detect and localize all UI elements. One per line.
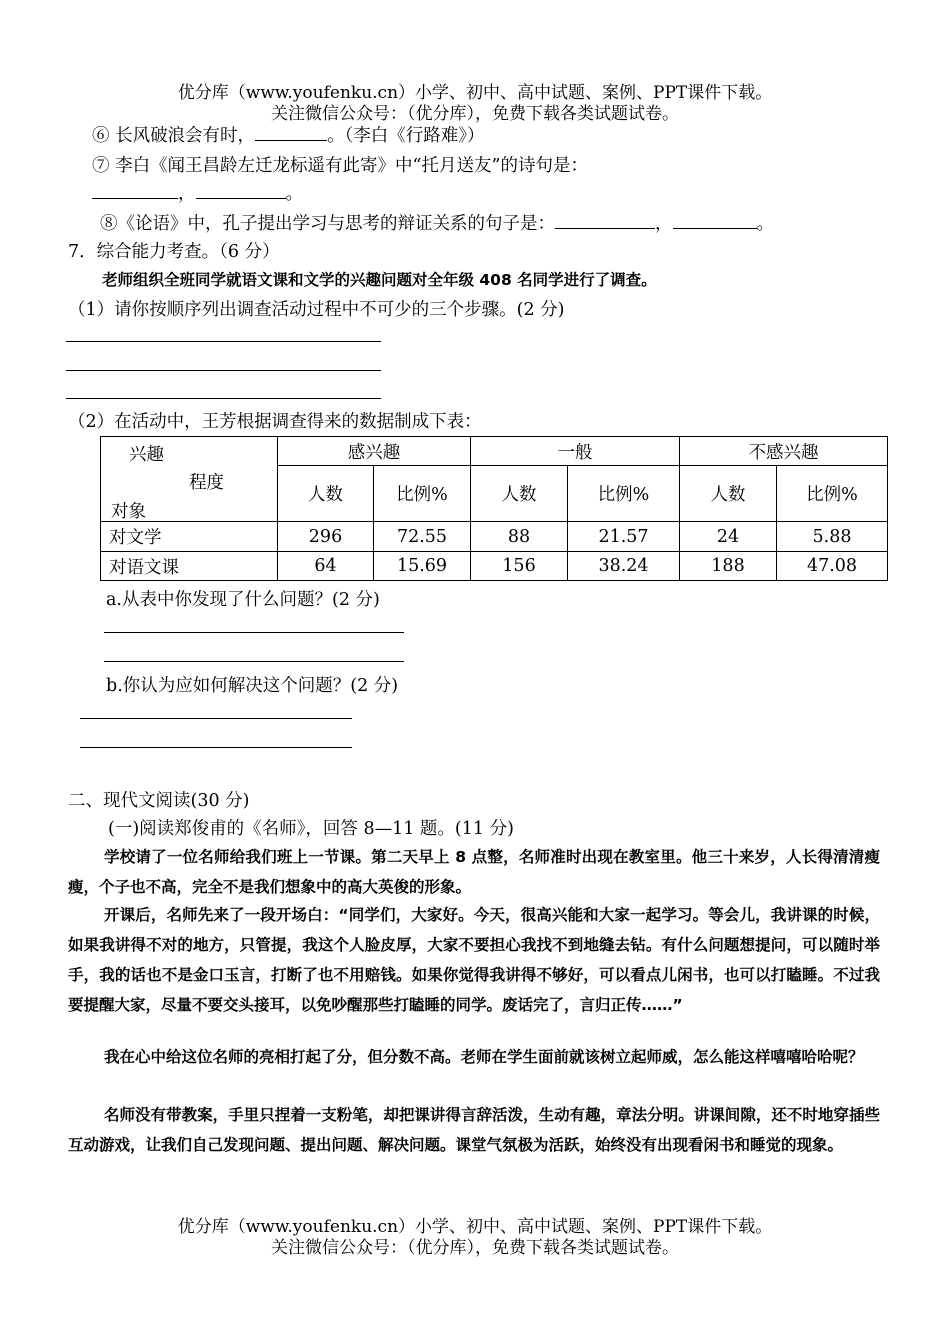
table-row: [101, 522, 888, 552]
table-cell: 5.88: [777, 522, 888, 552]
table-cell: 15.69: [374, 552, 471, 581]
table-cell: 47.08: [777, 552, 888, 581]
footer-line-1: 优分库（www.youfenku.cn）小学、初中、高中试题、案例、PPT课件下载。: [177, 1217, 773, 1237]
item-8: [100, 210, 774, 235]
answer-line[interactable]: [80, 718, 352, 719]
item-8-sep: ，: [655, 214, 673, 234]
corner-object: 对象: [111, 502, 146, 522]
answer-line[interactable]: [66, 341, 381, 342]
header-line-2: 关注微信公众号：（优分库），免费下载各类试题试卷。: [271, 104, 679, 124]
column-header: 人数: [680, 466, 777, 522]
column-header: 比例%: [777, 466, 888, 522]
passage-paragraph: 我在心中给这位名师的亮相打起了分，但分数不高。老师在学生面前就该树立起师威，怎么能这样嘻嘻哈哈呢？: [104, 1048, 864, 1066]
passage-paragraph: 名师没有带教案，手里只捏着一支粉笔，却把课讲得言辞活泼，生动有趣，章法分明。讲课间隙，还不时地穿插些互动游戏，让我们自己发现问题、提出问题、解决问题。课堂气氛极为活跃，始终没有出现看闲书和睡觉的现象。: [68, 1106, 880, 1154]
answer-line[interactable]: [66, 370, 381, 371]
table-cell: 156: [471, 552, 568, 581]
item-7-end: 。: [285, 184, 303, 204]
item-7-blank-2[interactable]: [196, 184, 286, 199]
table-corner-cell: [101, 437, 278, 522]
footer-line-2: 关注微信公众号：（优分库），免费下载各类试题试卷。: [271, 1238, 679, 1258]
answer-line[interactable]: [66, 398, 381, 399]
table-cell: 21.57: [568, 522, 680, 552]
table-cell: 88: [471, 522, 568, 552]
corner-degree: 程度: [189, 473, 224, 493]
survey-table: [100, 436, 888, 581]
item-8-blank-2[interactable]: [673, 214, 757, 229]
q7-intro: 老师组织全班同学就语文课和文学的兴趣问题对全年级 408 名同学进行了调查。: [102, 271, 657, 289]
q7-part2: （2）在活动中，王芳根据调查得来的数据制成下表：: [68, 412, 482, 432]
table-row: [101, 552, 888, 581]
item-7-blank-1[interactable]: [92, 184, 178, 199]
section2-subtitle: (一)阅读郑俊甫的《名师》，回答 8—11 题。(11 分): [108, 819, 514, 839]
group-header: 一般: [471, 437, 680, 466]
column-header: 人数: [278, 466, 374, 522]
item-8-end: 。: [756, 214, 774, 234]
q7-title: 7．综合能力考查。（6 分）: [68, 242, 280, 262]
table-cell: 24: [680, 522, 777, 552]
column-header: 人数: [471, 466, 568, 522]
passage-paragraph: 开课后，名师先来了一段开场白：“同学们，大家好。今天，很高兴能和大家一起学习。等会儿，我讲课的时候，如果我讲得不对的地方，只管提，我这个人脸皮厚，大家不要担心我找不到地缝去钻。有什么问题想提问，可以随时举手，我的话也不是金口玉言，打断了也不用赔钱。如果你觉得我讲得不够好，可以看点儿闲书，也可以打瞌睡。不过我要提醒大家，尽量不要交头接耳，以免吵醒那些打瞌睡的同学。废话完了，言归正传……”: [68, 906, 880, 1014]
column-header: 比例%: [568, 466, 680, 522]
answer-line[interactable]: [104, 661, 404, 662]
q7-part-a: a.从表中你发现了什么问题？(2 分): [106, 590, 380, 610]
item-6: [92, 122, 485, 147]
item-7: ⑦ 李白《闻王昌龄左迁龙标遥有此寄》中“托月送友”的诗句是：: [92, 156, 588, 176]
group-header: 不感兴趣: [680, 437, 888, 466]
item-7-sep: ，: [178, 184, 196, 204]
table-cell: 72.55: [374, 522, 471, 552]
item-6-blank[interactable]: [255, 126, 327, 141]
row-label: 对语文课: [101, 552, 278, 581]
item-6-text: ⑥ 长风破浪会有时，: [92, 126, 256, 146]
column-header: 比例%: [374, 466, 471, 522]
answer-line[interactable]: [104, 632, 404, 633]
item-7-answers: [92, 180, 303, 205]
q7-part1: （1）请你按顺序列出调查活动过程中不可少的三个步骤。(2 分): [68, 300, 565, 320]
table-cell: 296: [278, 522, 374, 552]
section2-title: 二、现代文阅读(30 分): [68, 791, 250, 811]
table-cell: 64: [278, 552, 374, 581]
answer-line[interactable]: [80, 747, 352, 748]
item-8-text: ⑧《论语》中，孔子提出学习与思考的辩证关系的句子是：: [100, 214, 555, 234]
corner-interest: 兴趣: [129, 445, 164, 465]
passage-paragraph: 学校请了一位名师给我们班上一节课。第二天早上 8 点整，名师准时出现在教室里。他三十来岁，人长得清清瘦瘦，个子也不高，完全不是我们想象中的高大英俊的形象。: [68, 848, 880, 896]
item-6-source: 。（李白《行路难》）: [327, 126, 485, 146]
table-cell: 188: [680, 552, 777, 581]
table-cell: 38.24: [568, 552, 680, 581]
group-header: 感兴趣: [278, 437, 471, 466]
item-8-blank-1[interactable]: [555, 214, 655, 229]
q7-part-b: b.你认为应如何解决这个问题？(2 分): [106, 676, 399, 696]
header-line-1: 优分库（www.youfenku.cn）小学、初中、高中试题、案例、PPT课件下载。: [177, 83, 773, 103]
row-label: 对文学: [101, 522, 278, 552]
